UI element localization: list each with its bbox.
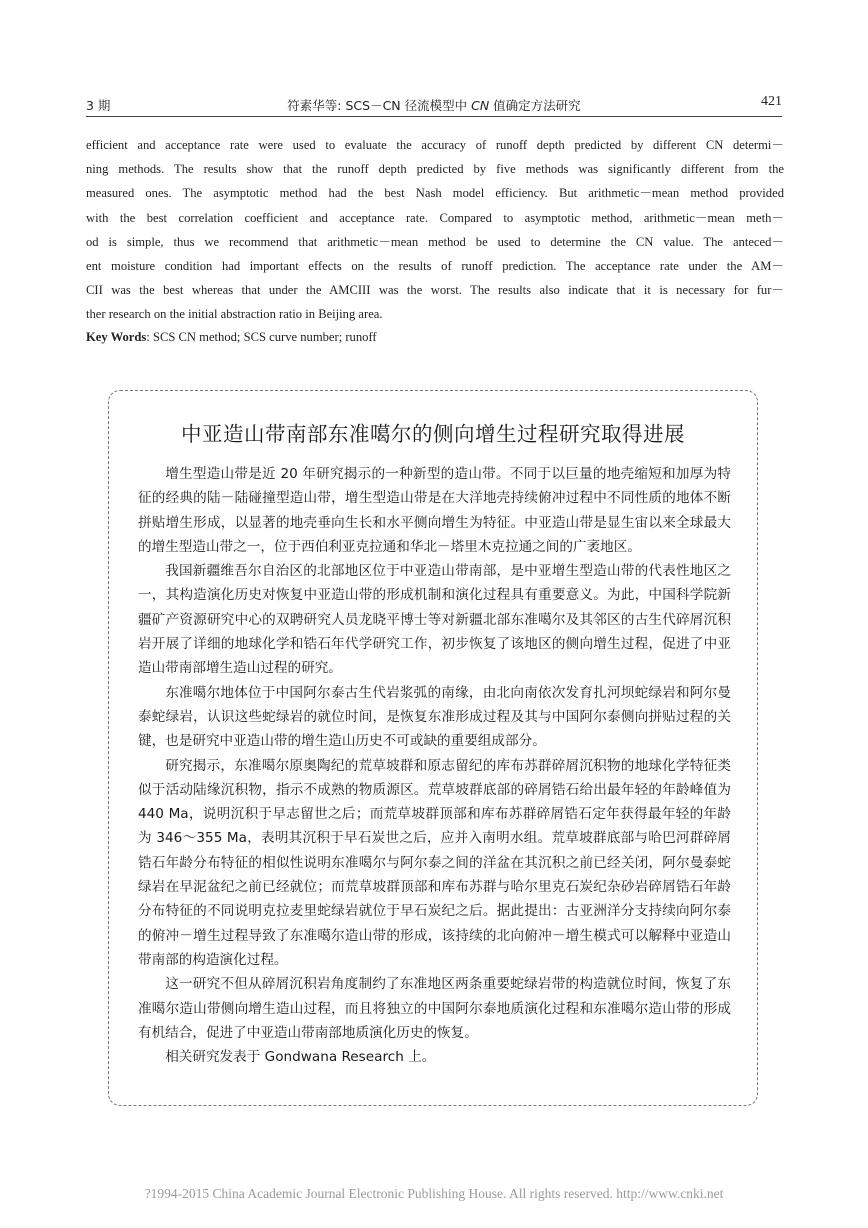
news-paragraph: 增生型造山带是近 20 年研究揭示的一种新型的造山带。不同于以巨量的地壳缩短和加厚为特征的经典的陆－陆碰撞型造山带，增生型造山带是在大洋地壳持续俯冲过程中不同性质的地体不断拼贴增生形成，以显著的地壳垂向生长和水平侧向增生为特征。中亚造山带是显生宙以来全球最大的增生型造山带之一，位于西伯利亚克拉通和华北－塔里木克拉通之间的广袤地区。 xyxy=(138,466,731,555)
abstract-line: efficient and acceptance rate were used to evaluate the accuracy of runoff depth predicted by different CN determi－ xyxy=(86,138,784,152)
abstract-line: od is simple, thus we recommend that arithmetic－mean method be used to determine the CN value. The anteced－ xyxy=(86,234,784,249)
abstract-line: with the best correlation coefficient and acceptance rate. Compared to asymptotic method, arithmetic－mean meth－ xyxy=(86,210,784,225)
keywords xyxy=(86,330,377,345)
abstract-line: ther research on the initial abstraction ratio in Beijing area. xyxy=(86,307,383,322)
news-paragraph: 研究揭示，东准噶尔原奥陶纪的荒草坡群和原志留纪的库布苏群碎屑沉积物的地球化学特征类似于活动陆缘沉积物，指示不成熟的物质源区。荒草坡群底部的碎屑锆石给出最年轻的年龄峰值为 440 Ma，说明沉积于早志留世之后；而荒草坡群顶部和库布苏群碎屑锆石定年获得最年轻的年龄为 346～355 Ma，表明其沉积于早石炭世之后，应并入南明水组。荒草坡群底部与哈巴河群碎屑锆石年龄分布特征的相似性说明东准噶尔与阿尔泰之间的洋盆在其沉积之前已经关闭，阿尔曼泰蛇绿岩在早泥盆纪之前已经就位；而荒草坡群顶部和库布苏群与哈尔里克石炭纪杂砂岩碎屑锆石年龄分布特征的不同说明克拉麦里蛇绿岩就位于早石炭纪之后。据此提出：古亚洲洋分支持续向阿尔泰的俯冲－增生过程导致了东准噶尔造山带的形成，该持续的北向俯冲－增生模式可以解释中亚造山带南部的构造演化过程。 xyxy=(138,757,731,968)
abstract-line: measured ones. The asymptotic method had the best Nash model efficiency. But arithmetic－mean method provided xyxy=(86,186,784,201)
news-body xyxy=(138,462,731,1069)
running-title-post: 值确定方法研究 xyxy=(489,98,581,113)
copyright-footer: ?1994-2015 China Academic Journal Electronic Publishing House. All rights reserved. http://www.cnki.net xyxy=(144,1186,724,1201)
news-paragraph: 我国新疆维吾尔自治区的北部地区位于中亚造山带南部，是中亚增生型造山带的代表性地区之一，其构造演化历史对恢复中亚造山带的形成机制和演化过程具有重要意义。为此，中国科学院新疆矿产资源研究中心的双聘研究人员龙晓平博士等对新疆北部东准噶尔及其邻区的古生代碎屑沉积岩开展了详细的地球化学和锆石年代学研究工作，初步恢复了该地区的侧向增生过程，促进了中亚造山带南部增生造山过程的研究。 xyxy=(138,563,731,677)
running-title-cn: CN xyxy=(471,98,490,113)
news-box xyxy=(108,390,758,1106)
abstract-line: CII was the best whereas that under the AMCIII was the worst. The results also indicate that it is necessary for fur－ xyxy=(86,283,784,298)
running-header xyxy=(86,94,782,117)
page-number: 421 xyxy=(761,94,782,109)
keywords-text: : SCS CN method; SCS curve number; runoff xyxy=(146,330,377,344)
abstract-line: ning methods. The results show that the runoff depth predicted by five methods was significantly different from the xyxy=(86,162,784,177)
issue-label: 3 期 xyxy=(86,98,111,113)
keywords-label: Key Words xyxy=(86,330,147,344)
abstract-continuation xyxy=(86,133,784,327)
running-title xyxy=(86,96,782,114)
news-title: 中亚造山带南部东准噶尔的侧向增生过程研究取得进展 xyxy=(181,422,685,446)
news-paragraph: 这一研究不但从碎屑沉积岩角度制约了东准地区两条重要蛇绿岩带的构造就位时间，恢复了东准噶尔造山带侧向增生造山过程，而且将独立的中国阿尔泰地质演化过程和东准噶尔造山带的形成有机结合，促进了中亚造山带南部地质演化历史的恢复。 xyxy=(138,976,731,1041)
abstract-line: ent moisture condition had important effects on the results of runoff prediction. The acceptance rate under the AM－ xyxy=(86,259,784,274)
running-title-pre: 符素华等: SCS－CN 径流模型中 xyxy=(287,98,472,113)
news-paragraph: 相关研究发表于 Gondwana Research 上。 xyxy=(165,1049,436,1066)
news-paragraph: 东准噶尔地体位于中国阿尔泰古生代岩浆弧的南缘，由北向南依次发育扎河坝蛇绿岩和阿尔曼泰蛇绿岩，认识这些蛇绿岩的就位时间，是恢复东准形成过程及其与中国阿尔泰侧向拼贴过程的关键，也是研究中亚造山带的增生造山历史不可或缺的重要组成部分。 xyxy=(138,684,731,750)
